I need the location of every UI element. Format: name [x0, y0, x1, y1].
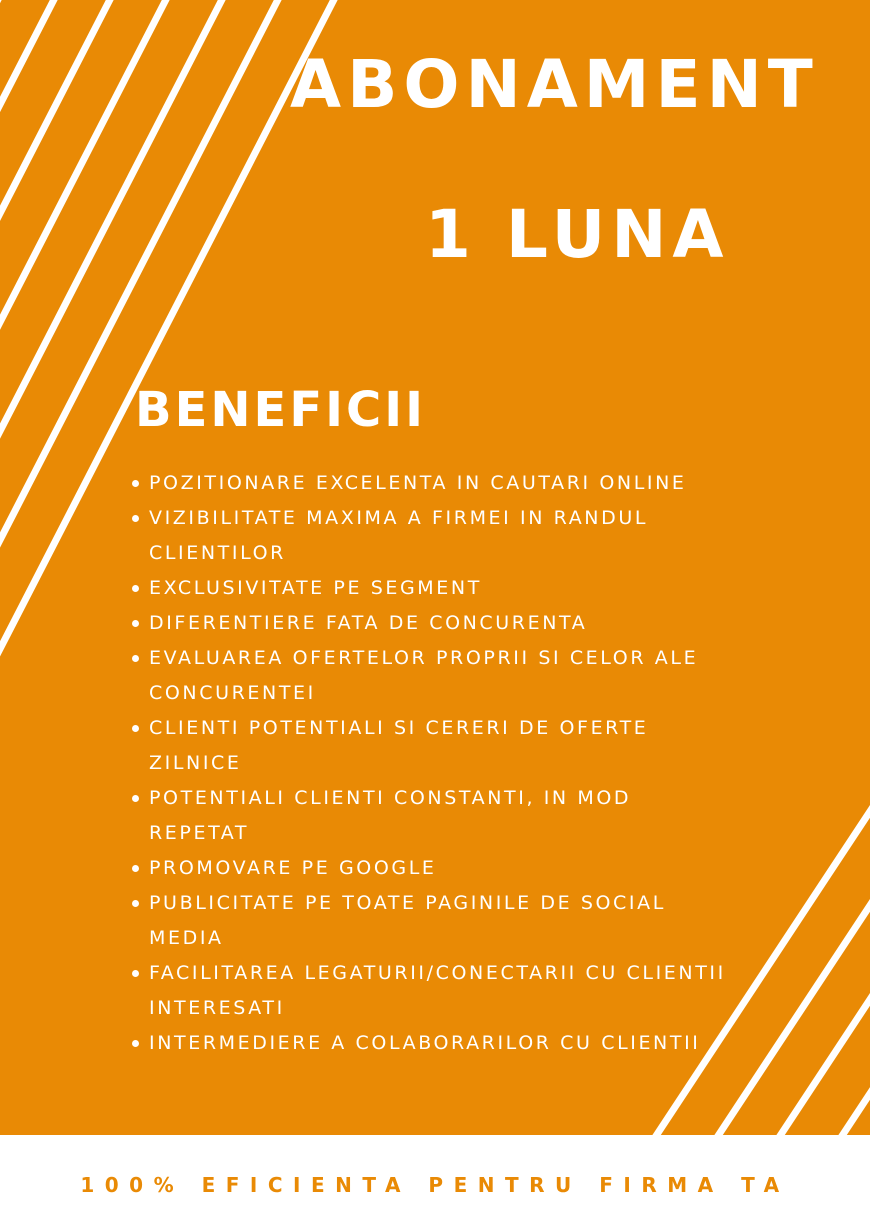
benefit-item: VIZIBILITATE MAXIMA A FIRMEI IN RANDUL CLIENTILOR [130, 501, 730, 571]
stripe-right-1 [712, 690, 870, 1135]
stripe-right-2 [774, 690, 870, 1135]
benefit-item: DIFERENTIERE FATA DE CONCURENTA [130, 606, 730, 641]
benefit-item: POTENTIALI CLIENTI CONSTANTI, IN MOD REPETAT [130, 781, 730, 851]
benefits-heading: BENEFICII [135, 382, 426, 438]
footer-tagline: 100% EFICIENTA PENTRU FIRMA TA [80, 1173, 790, 1197]
title-line-1: ABONAMENT [290, 46, 819, 123]
title-line-2: 1 LUNA [425, 196, 730, 273]
benefit-item: PROMOVARE PE GOOGLE [130, 851, 730, 886]
benefit-item: CLIENTI POTENTIALI SI CERERI DE OFERTE ZILNICE [130, 711, 730, 781]
benefit-item: EXCLUSIVITATE PE SEGMENT [130, 571, 730, 606]
benefits-list [130, 466, 730, 1061]
benefit-item: INTERMEDIERE A COLABORARILOR CU CLIENTII [130, 1026, 730, 1061]
benefit-item: POZITIONARE EXCELENTA IN CAUTARI ONLINE [130, 466, 730, 501]
benefit-item: EVALUAREA OFERTELOR PROPRII SI CELOR ALE CONCURENTEI [130, 641, 730, 711]
benefit-item: FACILITAREA LEGATURII/CONECTARII CU CLIENTII INTERESATI [130, 956, 730, 1026]
benefit-item: PUBLICITATE PE TOATE PAGINILE DE SOCIAL MEDIA [130, 886, 730, 956]
